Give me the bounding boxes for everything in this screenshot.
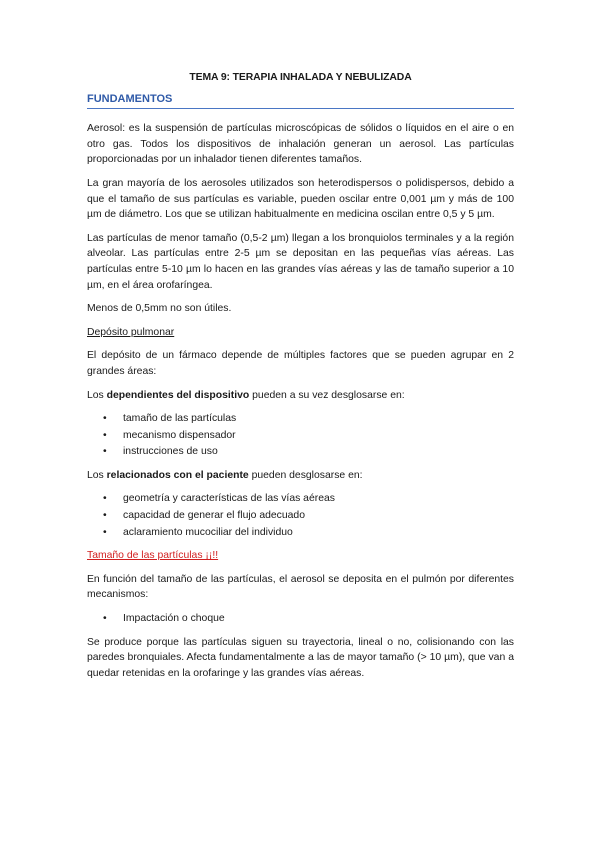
paragraph-heterodisperse: La gran mayoría de los aerosoles utilizados son heterodispersos o polidispersos, debido a que el tamaño de sus partículas es variable, pueden oscilar entre 0,001 µm y más de 100 µm de diámetro. Los que se utilizan habitualmente en medicina oscilan entre 0,5 y 5 µm. (87, 177, 514, 221)
list-item (87, 525, 514, 541)
bullet-icon: • (103, 613, 107, 625)
section-heading: FUNDAMENTOS (87, 92, 514, 110)
list-item-text: Impactación o choque (123, 613, 225, 625)
list-item-text: mecanismo dispensador (123, 429, 236, 441)
bullet-icon: • (103, 446, 107, 458)
document-title: TEMA 9: TERAPIA INHALADA Y NEBULIZADA (189, 72, 412, 83)
list-item (87, 508, 514, 524)
text-pre: Los (87, 389, 107, 401)
paragraph-particle-sizes: Las partículas de menor tamaño (0,5-2 µm) llegan a los bronquiolos terminales y a la región alveolar. Las partículas entre 2-5 µm se depositan en las pequeñas vías aéreas. Las partículas entre 5-10 µm lo hacen en las grandes vías aéreas y las de tamaño superior a 10 µm, en el área orofaríngea. (87, 232, 514, 291)
list-item (87, 491, 514, 507)
list-item-text: capacidad de generar el flujo adecuado (123, 510, 305, 522)
subheading-particle-size: Tamaño de las partículas ¡¡!! (87, 550, 219, 562)
bullet-icon: • (103, 526, 107, 538)
list-device-factors (87, 411, 514, 460)
list-item (87, 444, 514, 460)
list-mechanisms (87, 611, 514, 627)
text-post: pueden desglosarse en: (248, 469, 363, 481)
paragraph-impaction: Se produce porque las partículas siguen su trayectoria, lineal o no, colisionando con las paredes bronquiales. Afecta fundamentalmente a las de mayor tamaño (> 10 µm), que van a quedar retenidas en la orofaringe y las grandes vías aéreas. (87, 636, 514, 679)
list-item (87, 428, 514, 444)
bullet-icon: • (103, 413, 107, 425)
subheading-deposito-pulmonar: Depósito pulmonar (87, 326, 175, 338)
list-item (87, 411, 514, 427)
bullet-icon: • (103, 429, 107, 441)
paragraph-deposit-factors: El depósito de un fármaco depende de múltiples factores que se pueden agrupar en 2 grandes áreas: (87, 350, 514, 377)
paragraph-mechanisms: En función del tamaño de las partículas, el aerosol se deposita en el pulmón por diferentes mecanismos: (87, 573, 514, 601)
paragraph-patient-related (87, 468, 514, 484)
bold-term: relacionados con el paciente (106, 469, 249, 481)
list-item-text: tamaño de las partículas (123, 413, 237, 425)
paragraph-aerosol-definition: Aerosol: es la suspensión de partículas microscópicas de sólidos o líquidos en el aire o en otro gas. Todos los dispositivos de inhalación generan un aerosol. Las partículas proporcionadas por un inhalador tienen diferentes tamaños. (87, 123, 514, 166)
bold-term: dependientes del dispositivo (106, 389, 250, 401)
paragraph-device-dependent (87, 388, 514, 404)
bullet-icon: • (103, 510, 107, 522)
paragraph-not-useful: Menos de 0,5mm no son útiles. (87, 303, 232, 315)
bullet-icon: • (103, 493, 107, 505)
list-item (87, 611, 514, 627)
text-pre: Los (87, 469, 107, 481)
document-page (87, 70, 514, 689)
list-item-text: geometría y características de las vías aéreas (123, 493, 335, 505)
list-item-text: instrucciones de uso (123, 446, 218, 458)
list-item-text: aclaramiento mucociliar del individuo (123, 526, 293, 538)
list-patient-factors (87, 491, 514, 540)
text-post: pueden a su vez desglosarse en: (249, 389, 405, 401)
